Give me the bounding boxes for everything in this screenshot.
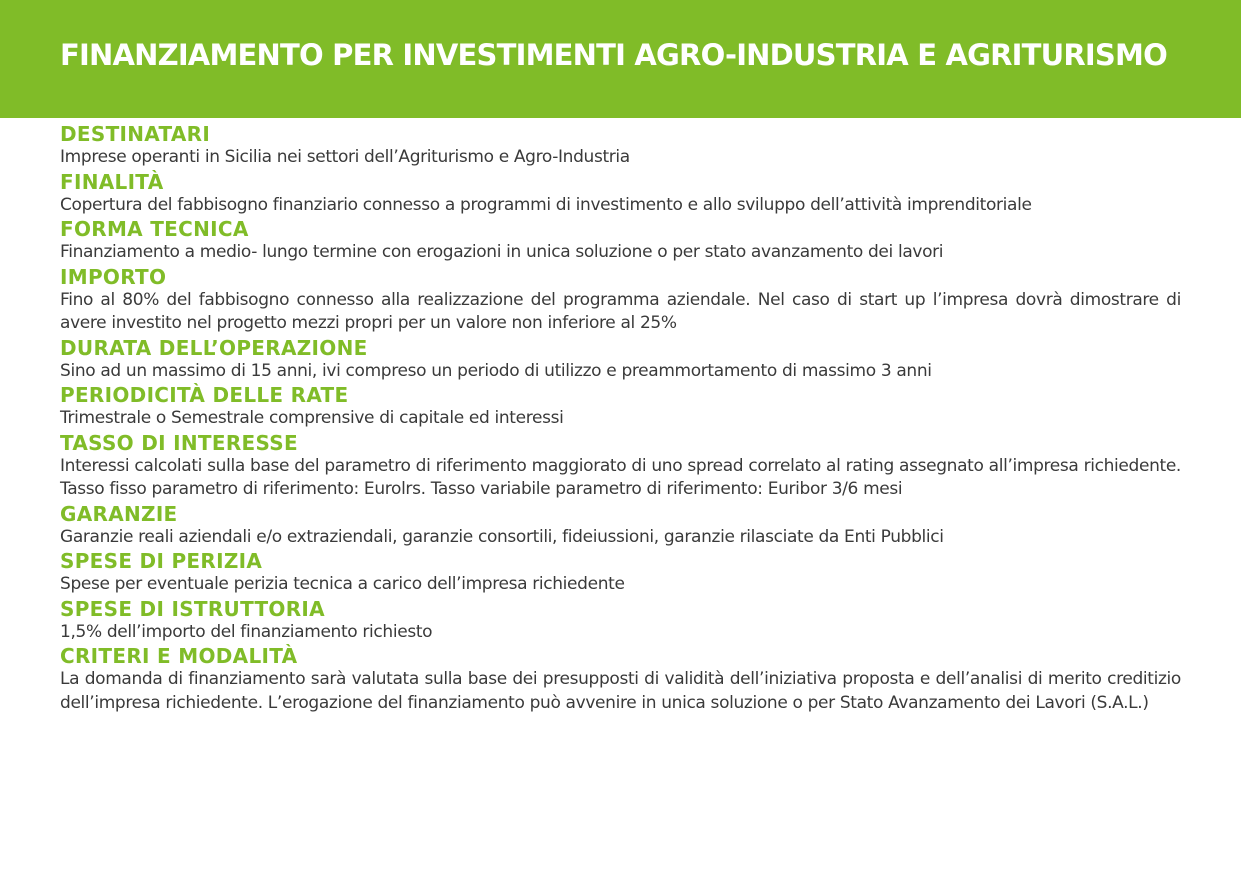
- section-heading: SPESE DI PERIZIA: [60, 549, 263, 573]
- header-band: [0, 0, 1241, 118]
- section-text: Finanziamento a medio- lungo termine con erogazioni in unica soluzione o per stato avanzamento dei lavori: [60, 242, 944, 262]
- page-title: FINANZIAMENTO PER INVESTIMENTI AGRO-INDUSTRIA E AGRITURISMO: [60, 38, 1167, 72]
- section-text: Copertura del fabbisogno finanziario connesso a programmi di investimento e allo sviluppo dell’attività imprenditoriale: [60, 194, 1032, 215]
- section-garanzie: [60, 502, 1181, 550]
- section-text: 1,5% dell’importo del finanziamento richiesto: [60, 621, 433, 642]
- section-text: Imprese operanti in Sicilia nei settori dell’Agriturismo e Agro-Industria: [60, 147, 630, 167]
- section-heading: PERIODICITÀ DELLE RATE: [60, 383, 349, 407]
- section-spese-perizia: [60, 549, 1181, 597]
- section-forma-tecnica: [60, 217, 1181, 265]
- section-text: La domanda di finanziamento sarà valutata sulla base dei presupposti di validità dell’iniziativa proposta e dell’analisi di merito creditizio dell’impresa richiedente. L’erogazione del finanziamento può avvenire in unica soluzione o per Stato Avanzamento dei Lavori (S.A.L.): [60, 669, 1181, 713]
- section-heading: TASSO DI INTERESSE: [60, 430, 298, 455]
- section-periodicita: [60, 383, 1181, 431]
- section-heading: DURATA DELL’OPERAZIONE: [60, 335, 368, 360]
- section-text: Sino ad un massimo di 15 anni, ivi compreso un periodo di utilizzo e preammortamento di massimo 3 anni: [60, 360, 932, 381]
- section-finalita: [60, 170, 1181, 218]
- section-text: Spese per eventuale perizia tecnica a carico dell’impresa richiedente: [60, 574, 625, 594]
- section-heading: DESTINATARI: [60, 122, 211, 146]
- section-heading: FINALITÀ: [60, 169, 164, 194]
- section-heading: FORMA TECNICA: [60, 217, 249, 241]
- section-criteri: [60, 644, 1181, 715]
- section-text: Trimestrale o Semestrale comprensive di capitale ed interessi: [60, 408, 564, 428]
- section-heading: SPESE DI ISTRUTTORIA: [60, 596, 325, 621]
- section-heading: IMPORTO: [60, 264, 167, 289]
- section-text: Garanzie reali aziendali e/o extraziendali, garanzie consortili, fideiussioni, garanzie rilasciate da Enti Pubblici: [60, 526, 944, 547]
- section-tasso: [60, 431, 1181, 502]
- section-heading: GARANZIE: [60, 501, 178, 526]
- section-importo: [60, 265, 1181, 336]
- section-spese-istruttoria: [60, 597, 1181, 645]
- section-text: Interessi calcolati sulla base del parametro di riferimento maggiorato di uno spread correlato al rating assegnato all’impresa richiedente. Tasso fisso parametro di riferimento: Eurolrs. Tasso variabile parametro di riferimento: Euribor 3/6 mesi: [60, 455, 1181, 499]
- section-heading: CRITERI E MODALITÀ: [60, 644, 298, 668]
- section-destinatari: [60, 122, 1181, 170]
- section-durata: [60, 336, 1181, 384]
- content-body: [60, 122, 1181, 715]
- section-text: Fino al 80% del fabbisogno connesso alla realizzazione del programma aziendale. Nel caso di start up l’impresa dovrà dimostrare di avere investito nel progetto mezzi propri per un valore non inferiore al 25%: [60, 289, 1181, 333]
